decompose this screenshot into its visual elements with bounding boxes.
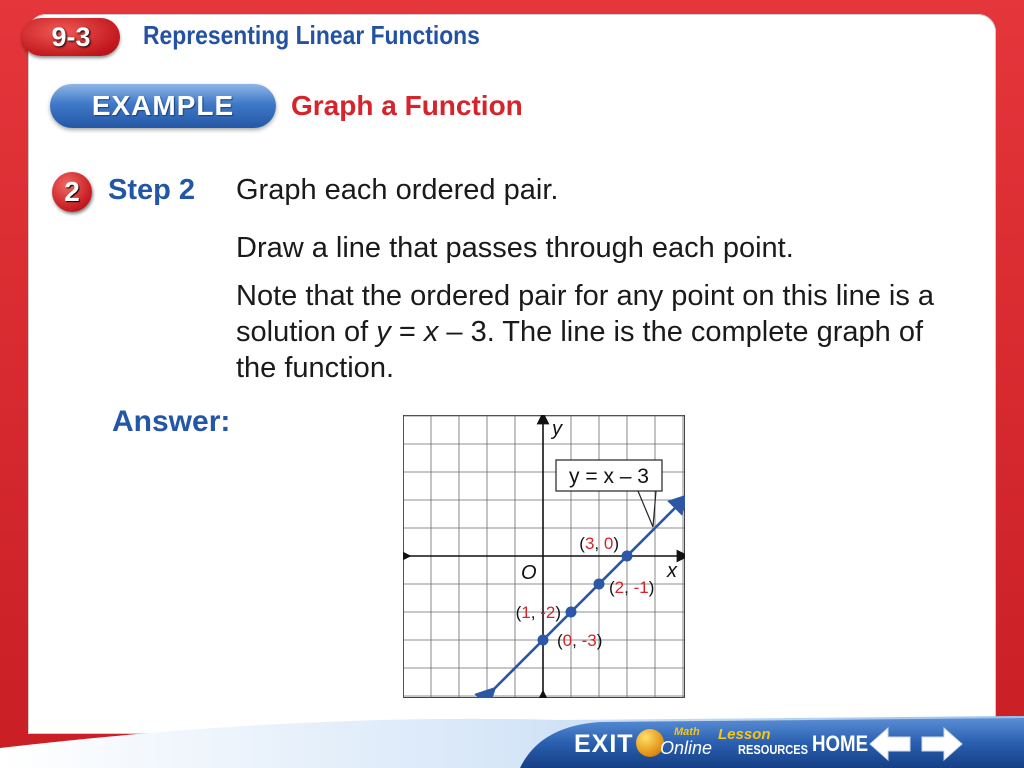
note-text-1: Note that the ordered pair for any point on this line is a solution of <box>236 280 935 348</box>
note-equals: = <box>390 316 424 348</box>
example-badge-label: EXAMPLE <box>91 90 235 121</box>
left-arrow-icon[interactable] <box>868 726 912 762</box>
graph-point <box>622 551 633 562</box>
lesson-number-tab <box>22 18 120 56</box>
lesson-resources-bottom: RESOURCES <box>738 742 809 757</box>
exit-button[interactable]: EXIT <box>574 730 634 758</box>
step-instruction: Graph each ordered pair. <box>236 174 559 206</box>
step-number-badge <box>52 172 92 212</box>
step-number: 2 <box>64 176 80 207</box>
graph-point <box>566 607 577 618</box>
step-note <box>236 278 956 386</box>
example-badge <box>50 84 276 128</box>
point-coordinate-label: (1, -2) <box>515 603 561 622</box>
equation-label: y = x – 3 <box>569 465 649 488</box>
lesson-resources-button[interactable] <box>716 726 809 762</box>
x-axis-label: x <box>667 560 677 582</box>
answer-label: Answer: <box>112 405 231 438</box>
graph-point <box>594 579 605 590</box>
math-online-bottom: Online <box>660 738 713 758</box>
note-y: y <box>376 316 391 348</box>
lesson-number: 9-3 <box>51 22 91 52</box>
right-arrow-icon[interactable] <box>920 726 964 762</box>
note-text-2: – 3. The line is the complete graph of the function. <box>236 316 924 384</box>
example-title: Graph a Function <box>291 90 523 121</box>
point-coordinate-label: (0, -3) <box>557 631 603 650</box>
coordinate-graph <box>403 415 685 698</box>
point-coordinate-label: (3, 0) <box>579 534 619 553</box>
y-axis-label: y <box>552 418 562 440</box>
note-x: x <box>423 316 439 348</box>
math-online-top: Math <box>674 726 700 738</box>
step-line-instruction: Draw a line that passes through each point. <box>236 232 794 264</box>
lesson-resources-top: Lesson <box>718 726 771 743</box>
home-button[interactable]: HOME <box>812 731 869 756</box>
origin-label: O <box>521 562 537 584</box>
point-coordinate-label: (2, -1) <box>609 578 655 597</box>
math-online-button[interactable] <box>634 726 713 762</box>
graph-point <box>538 635 549 646</box>
step-label: Step 2 <box>108 174 196 206</box>
lesson-title: Representing Linear Functions <box>143 20 480 50</box>
